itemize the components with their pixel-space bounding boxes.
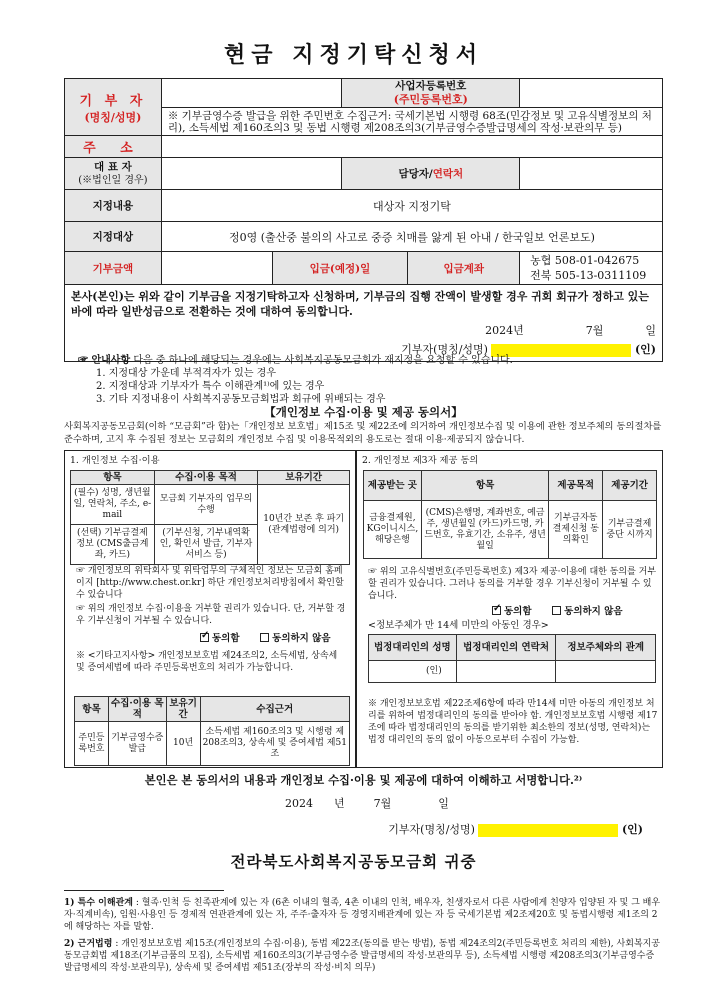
right-agree-checkbox[interactable] [492,606,501,615]
rrn-table: 항목 수집·이용 목적 보유기간 수집근거 주민등록번호 기부금영수증발급 10년 소득세법 제160조의3 및 시행령 제208조의3, 상속세 및 증여세법 제51조 [74,696,350,766]
guardian-relation-field[interactable] [556,661,656,683]
right-heading: 2. 개인정보 제3자 제공 동의 [362,455,479,466]
notice-item: 1. 지정대상 가운데 부적격자가 있는 경우 [96,368,276,379]
target-value: 정0영 (출산중 불의의 사고로 중증 치매를 앓게 된 아내 / 한국일보 언론보도) [161,222,662,252]
target-content-label: 지정내용 [65,190,162,222]
bizno-field[interactable] [520,79,663,108]
third-party-table: 제공받는 곳 항목 제공목적 제공기간 금융결제원, KG이니시스, 해당은행 (CMS)은행명, 계좌번호, 예금주, 생년월일 (카드)카드명, 카드번호, 유효기간, 소유주, 생년월일 기부금자동결제신청 동의확인 기부금결제중단 시까지 [363,470,657,559]
amount-field[interactable] [161,252,272,285]
manager-label: 담당자/연락처 [342,158,520,190]
agreement-date: 2024년 7월 일 [485,324,656,337]
agreement-text: 본사(본인)는 위와 같이 기부금을 지정기탁하고자 신청하며, 기부금의 집행 잔액이 발생할 경우 귀회 회규가 정하고 있는 바에 따라 일반성금으로 전환하는 것에 대하여 동의합니다. [71,290,649,318]
notice-item: 2. 지정대상과 기부자가 특수 이해관계¹⁾에 있는 경우 [96,381,325,392]
left-agree-checkbox[interactable] [200,633,209,642]
date-label: 입금(예정)일 [272,252,408,285]
bizno-label: 사업자등록번호 (주민등록번호) [342,79,520,108]
right-note1: ☞ 위의 고유식별번호(주민등록번호) 제3자 제공·이용에 대한 동의를 거부할 권리가 있습니다. 그러나 동의를 거부할 경우 기부신청이 거부될 수 있습니다. [368,567,657,601]
bizno-note: ※ 기부금영수증 발급을 위한 주민번호 수집근거: 국세기본법 시행령 68조(민감정보 및 고유식별정보의 처리), 소득세법 제160조의3 및 동법 시행령 제208조의3(기부금영수증발급명세의 작성·보관의무 등) [161,108,662,136]
confirm-text: 본인은 본 동의서의 내용과 개인정보 수집·이용 및 제공에 대하여 이해하고 서명합니다.²⁾ [144,773,583,787]
footnote-divider [64,890,224,891]
left-note2: ☞ 위의 개인정보 수집·이용을 거부할 권리가 있습니다. 단, 거부할 경우 기부신청이 거부될 수 있습니다. [76,604,346,626]
notice-item: 3. 기타 지정내용이 사회복지공동모금회법과 회규에 위배되는 경우 [96,394,386,405]
address-label: 주 소 [65,136,162,158]
left-heading: 1. 개인정보 수집·이용 [70,455,160,466]
account-info: 농협 508-01-042675 전북 505-13-0311109 [520,252,663,285]
left-note1: ☞ 개인정보의 위탁회사 및 위탁업무의 구체적인 정보는 모금회 홈페이지 [http://www.chest.or.kr] 하단 개인정보처리방침에서 확인할 수 있습니다 [76,566,344,600]
application-form [64,78,663,362]
donor-name-field[interactable] [161,79,342,108]
minor-title: <정보주체가 만 14세 미만의 아동인 경우> [368,620,549,631]
manager-field[interactable] [520,158,663,190]
agreement-signature: 기부자(명칭/성명) (인) [401,343,656,356]
page-title: 현금 지정기탁신청서 [224,42,483,68]
collection-table: 항목 수집·이용 목적 보유기간 (필수) 성명, 생년월일, 연락처, 주소, e-mail 모금회 기부자의 업무의 수행 10년간 보존 후 파기 (관계법령에 의거) (선택) 기부금결제정보 (CMS출금계좌, 카드) (기부신청, 기부내역확인, 확인서 발급, 기부자서비스 등) [70,470,350,565]
rep-label: 대 표 자 (※법인일 경우) [65,158,162,190]
privacy-intro: 사회복지공동모금회(이하 “모금회”라 함)는「개인정보 보호법」제15조 및 제22조에 의거하여 개인정보수집 및 이용에 관한 정보주체의 동의절차를 준수하며, 고지 후 수집된 정보는 모금회의 개인정보 수집 및 이용목적외의 용도로는 절대 이용·제공되지 않습니다. [64,421,662,445]
guardian-contact-field[interactable] [456,661,556,683]
right-disagree-checkbox[interactable] [552,606,561,615]
guardian-name-field[interactable]: (인) [369,661,457,683]
org-name: 전라북도사회복지공동모금회 귀중 [230,852,477,871]
footnote-2: 2) 근거법령 : 개인정보보호법 제15조(개인정보의 수집·이용), 동법 제22조(동의를 받는 방법), 동법 제24조의2(주민등록번호 처리의 제한), 사회복지공동모금회법 제18조(기부금품의 모집), 소득세법 제160조의3(기부금영수증 발급명세의 작성·보관의무 등), 소득세법 시행령 제208조의3(기부금영수증 발급명세의 작성·보관의무), 상속세 및 증여세법 제51조(장부의 작성·비치 의무) [64,939,660,973]
left-consent: ✓동의함 동의하지 않음 [200,633,331,646]
left-disagree-checkbox[interactable] [260,633,269,642]
confirm-signature-field[interactable] [478,824,618,837]
right-note2: ※ 개인정보보호법 제22조제6항에 따라 만14세 미만 아동의 개인정보 처리를 위하여 법정대리인의 동의를 받아야 함. 개인정보보호법 시행령 제17조에 따라 법정대리인의 동의를 받기위한 최소한의 정보(성명, 연락처)는 법정 대리인의 동의 없이 아동으로부터 수집이 가능함. [368,699,658,745]
account-label: 입금계좌 [408,252,520,285]
left-note3: ※ <기타고지사항> 개인정보보호법 제24조의2, 소득세법, 상속세 및 증여세법에 따라 주민등록번호의 처리가 가능합니다. [76,651,338,673]
target-label: 지정대상 [65,222,162,252]
privacy-title: 【개인정보 수집·이용 및 제공 동의서】 [264,405,463,419]
confirm-signature: 기부자(명칭/성명) (인) [388,823,643,836]
agreement-cell [65,285,663,362]
target-content-value: 대상자 지정기탁 [161,190,662,222]
footnote-1: 1) 특수 이해관계 : 혈족·인척 등 친족관계에 있는 자 (6촌 이내의 혈족, 4촌 이내의 인척, 배우자, 친생자로서 다른 사람에게 친양자 입양된 자 및 그 배우자·직계비속), 임원·사용인 등 경제적 연관관계에 있는 자, 주주·출자자 등 경영지배관계에 있는 자 등 국세기본법 제2조제20호 및 동법시행령 제1조의 2에 해당하는 자를 말함. [64,898,661,932]
amount-label: 기부금액 [65,252,162,285]
confirm-date: 2024 년 7월 일 [285,797,449,810]
notice-section: ☞ 안내사항 다음 중 하나에 해당되는 경우에는 사회복지공동모금회가 재지정을 요청할 수 있습니다. 1. 지정대상 가운데 부적격자가 있는 경우 2. 지정대상과 기부자가 특수 이해관계¹⁾에 있는 경우 3. 기타 지정내용이 사회복지공동모금회법과 회규에 위배되는 경우 [78,354,663,406]
address-field[interactable] [161,136,662,158]
rep-field[interactable] [161,158,342,190]
right-consent: ✓동의함 동의하지 않음 [492,606,623,619]
minor-table: 법정대리인의 성명 법정대리인의 연락처 정보주체와의 관계 (인) [368,634,656,683]
donor-label: 기 부 자 (명칭/성명) [65,79,162,136]
